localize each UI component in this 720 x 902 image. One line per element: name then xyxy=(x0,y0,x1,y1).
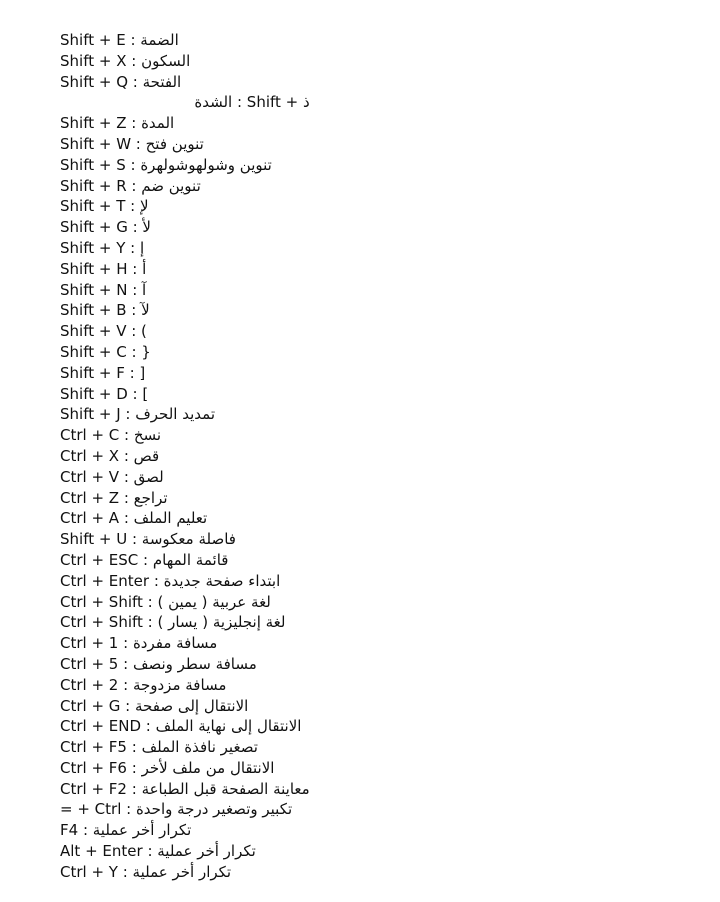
shortcut-line: Ctrl + Z : تراجع xyxy=(60,488,168,507)
shortcut-line: Ctrl + END : الانتقال إلى نهاية الملف xyxy=(60,717,302,736)
shortcut-line: = + Ctrl : تكبير وتصغير درجة واحدة xyxy=(60,800,293,819)
shortcut-line: Shift + G : لأ xyxy=(60,218,151,237)
shortcut-line: Shift + J : تمديد الحرف xyxy=(60,405,216,424)
shortcut-line: Ctrl + Enter : ابتداء صفحة جديدة xyxy=(60,571,281,590)
shortcut-line: Ctrl + F2 : معاينة الصفحة قبل الطباعة xyxy=(60,779,310,798)
shortcut-line: Shift + E : الضمة xyxy=(60,31,179,49)
shortcut-line: Shift + X : السكون xyxy=(60,51,191,70)
shortcut-line: Ctrl + Y : تكرار أخر عملية xyxy=(60,862,232,881)
shortcut-line: Ctrl + A : تعليم الملف xyxy=(60,509,208,528)
shortcut-line: Ctrl + 2 : مسافة مزدوجة xyxy=(60,675,227,694)
shortcut-line: Shift + V : ( xyxy=(60,322,147,341)
shortcut-line: Ctrl + X : قص xyxy=(60,446,160,465)
shortcut-line: Shift + Y : إ xyxy=(60,238,145,257)
shortcut-line: Shift + C : } xyxy=(60,342,151,361)
shortcut-line: Shift + R : تنوين ضم xyxy=(60,176,201,195)
shortcut-line: Ctrl + 1 : مسافة مفردة xyxy=(60,634,218,653)
shortcut-line: Ctrl + Shift : لغة عربية ( يمين ) xyxy=(60,592,271,611)
shortcut-line: F4 : تكرار أخر عملية xyxy=(60,821,192,840)
shortcut-line: Ctrl + F6 : الانتقال من ملف لأخر xyxy=(60,758,275,777)
shortcut-line: Shift + W : تنوين فتح xyxy=(60,134,204,153)
shortcut-line: Shift + T : لإ xyxy=(60,197,149,216)
shortcut-line: Shift + D : [ xyxy=(60,384,149,403)
shortcut-line: Shift + Z : المدة xyxy=(60,114,175,133)
shortcut-line: Ctrl + V : لصق xyxy=(60,467,164,486)
shortcut-line: Ctrl + ESC : قائمة المهام xyxy=(60,550,229,569)
shortcut-line: Shift + H : أ xyxy=(60,259,147,278)
shortcut-line: ذ + Shift : الشدة xyxy=(194,93,310,112)
shortcut-line: Shift + F : ] xyxy=(60,363,146,382)
shortcut-line: Ctrl + G : الانتقال إلى صفحة xyxy=(60,696,249,715)
shortcut-line: Ctrl + F5 : تصغير نافذة الملف xyxy=(60,738,258,757)
shortcut-list xyxy=(60,30,310,883)
shortcut-line: Shift + N : آ xyxy=(60,280,147,299)
shortcut-line: Ctrl + Shift : لغة إنجليزية ( يسار ) xyxy=(60,613,286,632)
shortcut-line: Shift + S : تنوين وشولهوشولهرة xyxy=(60,155,272,174)
shortcut-line: Ctrl + 5 : مسافة سطر ونصف xyxy=(60,654,257,673)
shortcut-line: Shift + Q : الفتحة xyxy=(60,72,182,91)
shortcut-line: Shift + U : فاصلة معكوسة xyxy=(60,530,236,549)
shortcut-line: Ctrl + C : نسخ xyxy=(60,426,162,445)
shortcut-line: Shift + B : لآ xyxy=(60,301,150,320)
shortcut-line: Alt + Enter : تكرار أخر عملية xyxy=(60,842,256,861)
